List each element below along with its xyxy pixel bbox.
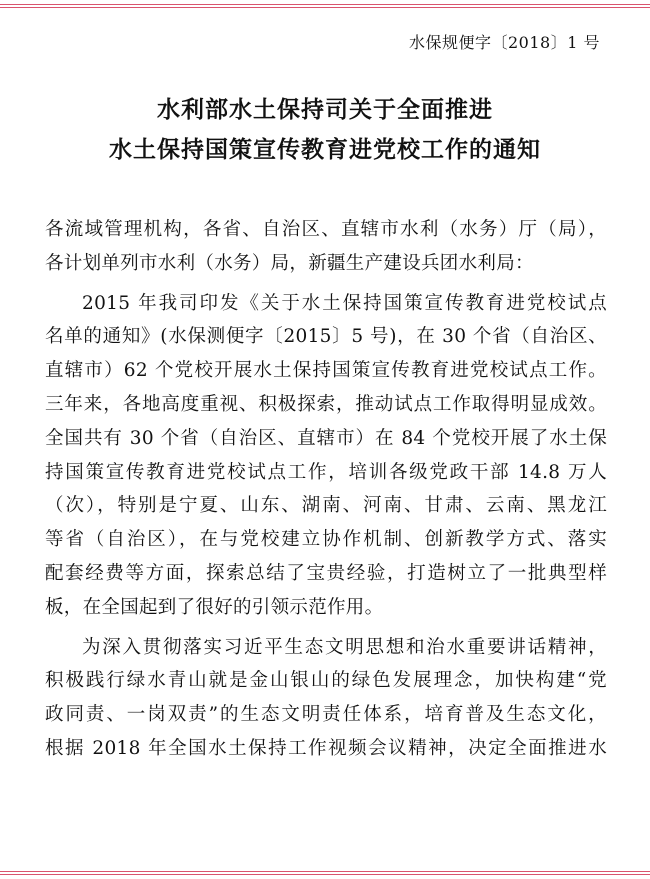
- addressee-line: 各流域管理机构，各省、自治区、直辖市水利（水务）厅（局），: [45, 219, 607, 240]
- title-line-1: 水利部水土保持司关于全面推进: [157, 97, 493, 123]
- paragraph-line: 持国策宣传教育进党校试点工作，培训各级党政干部 14.8 万人: [45, 461, 607, 483]
- paragraph-line: 2015 年我司印发《关于水土保持国策宣传教育进党校试点: [82, 292, 607, 314]
- title-line-2: 水土保持国策宣传教育进党校工作的通知: [109, 137, 541, 163]
- addressee-line: 各计划单列市水利（水务）局，新疆生产建设兵团水利局：: [45, 252, 534, 274]
- paragraph-1: [45, 287, 607, 625]
- paragraph-line: 为深入贯彻落实习近平生态文明思想和治水重要讲话精神，: [82, 636, 607, 658]
- paragraph-line: 直辖市）62 个党校开展水土保持国策宣传教育进党校试点工作。: [45, 360, 607, 382]
- bottom-border-rule: [0, 871, 650, 875]
- paragraph-line: 根据 2018 年全国水土保持工作视频会议精神，决定全面推进水: [45, 737, 607, 759]
- document-number: 水保规便字〔2018〕1 号: [409, 33, 600, 52]
- paragraph-line: 全国共有 30 个省（自治区、直辖市）在 84 个党校开展了水土保: [45, 427, 607, 449]
- paragraph-line: 配套经费等方面，探索总结了宝贵经验，打造树立了一批典型样: [45, 562, 607, 584]
- paragraph-line: 政同责、一岗双责”的生态文明责任体系，培育普及生态文化，: [45, 704, 607, 726]
- paragraph-line: （次），特别是宁夏、山东、湖南、河南、甘肃、云南、黑龙江: [45, 495, 607, 517]
- addressee-block: [45, 213, 607, 281]
- document-body: [45, 213, 607, 766]
- top-border-rule: [0, 4, 650, 8]
- paragraph-line: 积极践行绿水青山就是金山银山的绿色发展理念，加快构建“党: [45, 670, 607, 692]
- paragraph-line: 三年来，各地高度重视、积极探索，推动试点工作取得明显成效。: [45, 393, 607, 415]
- paragraph-line: 名单的通知》(水保测便字〔2015〕5 号)，在 30 个省（自治区、: [45, 326, 607, 348]
- paragraph-line: 板，在全国起到了很好的引领示范作用。: [45, 596, 384, 618]
- paragraph-line: 等省（自治区），在与党校建立协作机制、创新教学方式、落实: [45, 529, 607, 551]
- paragraph-2: [45, 631, 607, 766]
